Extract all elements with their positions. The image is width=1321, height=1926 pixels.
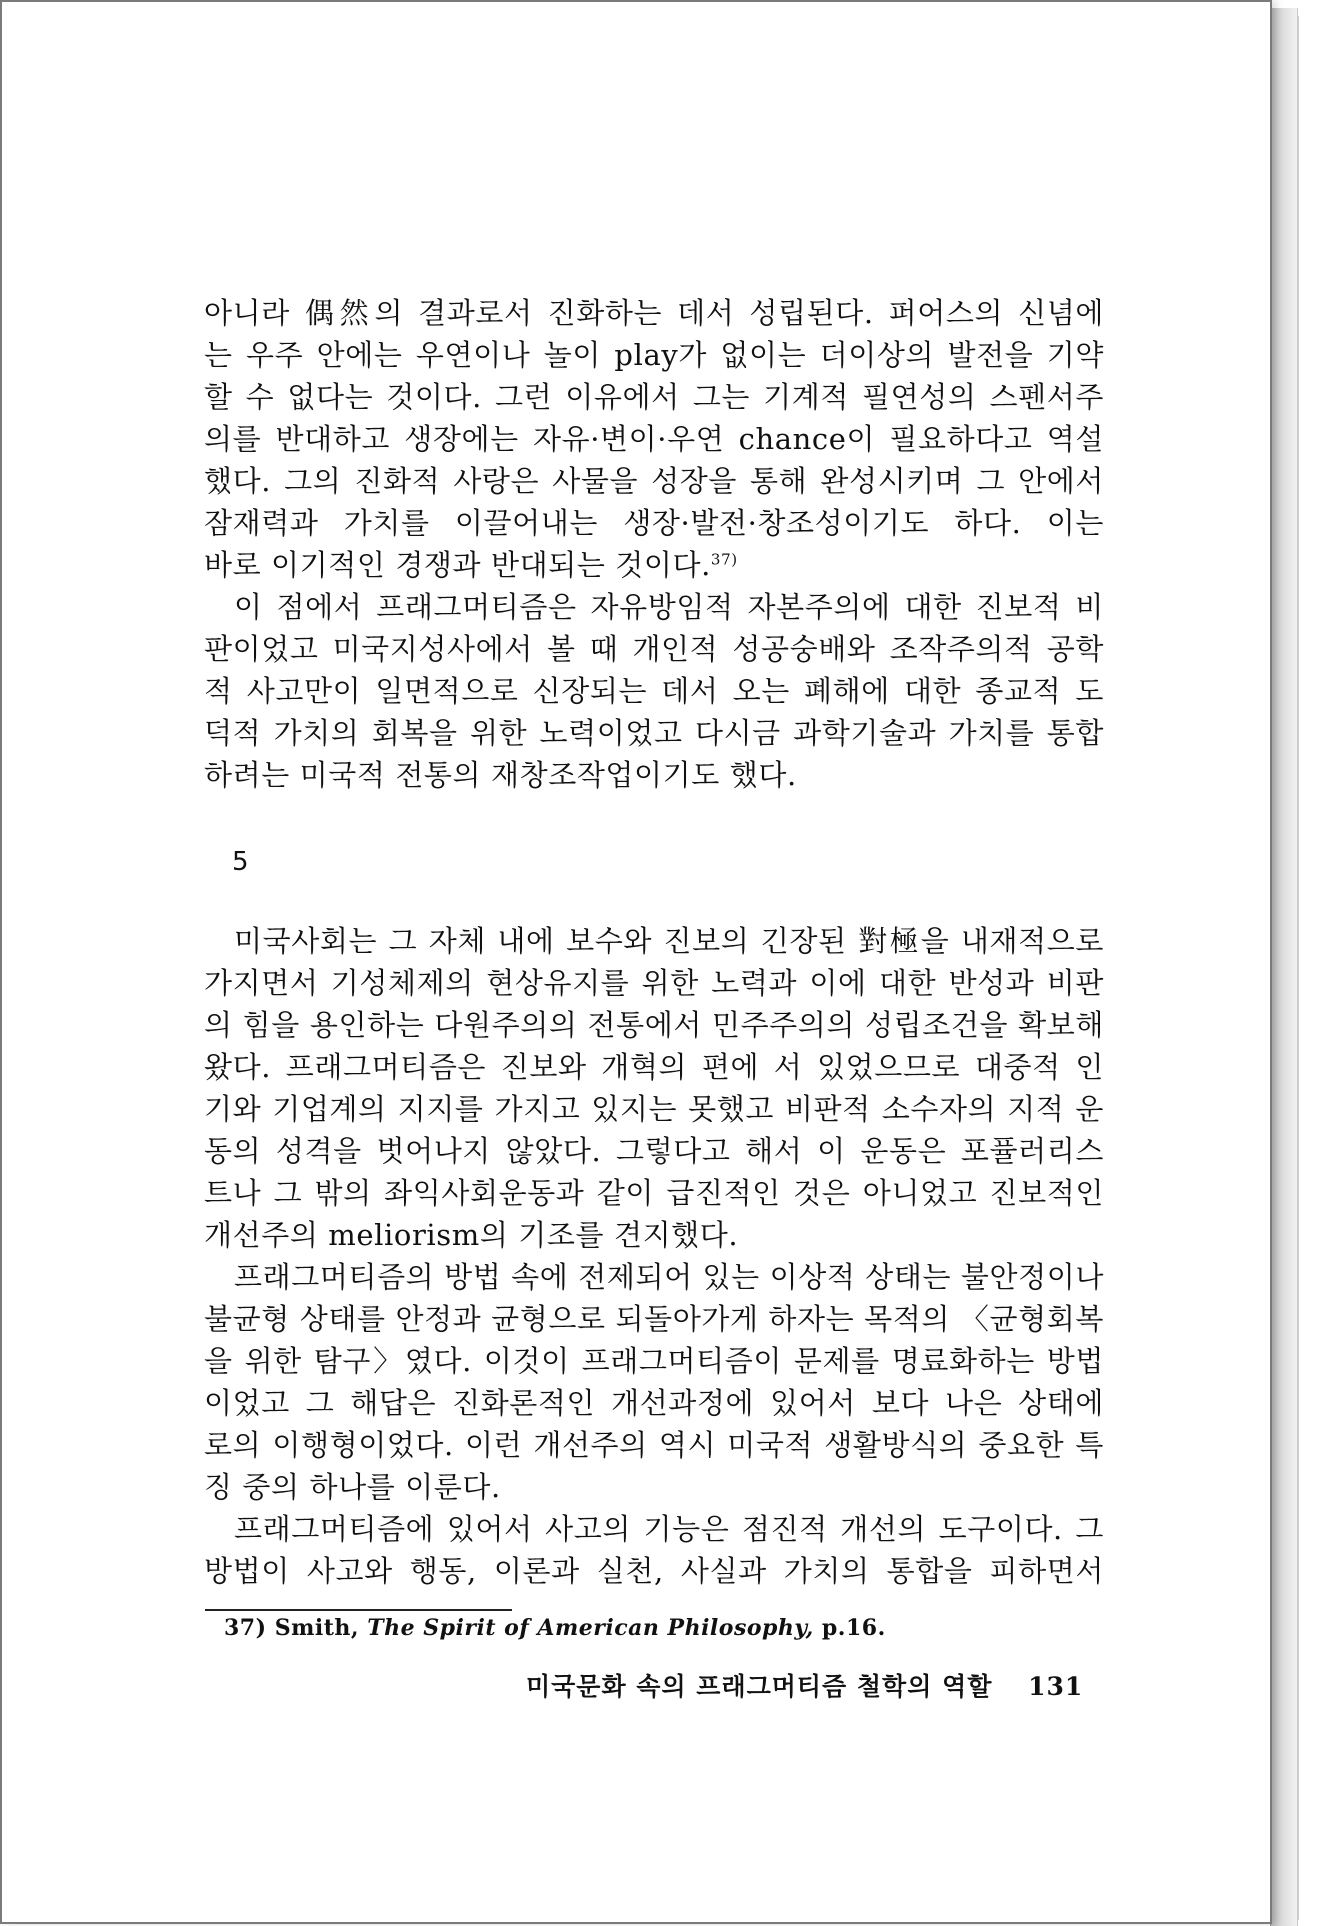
paragraph-1-line-5: 했다. 그의 진화적 사랑은 사물을 성장을 통해 완성시키며 그 안에서 <box>204 464 1104 498</box>
paragraph-1-line-2: 는 우주 안에는 우연이나 놀이 play가 없이는 더이상의 발전을 기약 <box>204 338 1104 372</box>
paragraph-5-line-2: 방법이 사고와 행동, 이론과 실천, 사실과 가치의 통합을 피하면서 <box>204 1554 1104 1588</box>
paragraph-3-line-4: 왔다. 프래그머티즘은 진보와 개혁의 편에 서 있었으므로 대중적 인 <box>204 1050 1104 1084</box>
paragraph-3-line-7: 트나 그 밖의 좌익사회운동과 같이 급진적인 것은 아니었고 진보적인 <box>204 1176 1104 1210</box>
footnote-author: Smith, <box>274 1615 360 1641</box>
page-number: 131 <box>1028 1672 1084 1701</box>
paragraph-1-line-3: 할 수 없다는 것이다. 그런 이유에서 그는 기계적 필연성의 스펜서주 <box>204 380 1104 414</box>
paragraph-3-line-2: 가지면서 기성체제의 현상유지를 위한 노력과 이에 대한 반성과 비판 <box>204 966 1104 1000</box>
paragraph-4-line-4: 이었고 그 해답은 진화론적인 개선과정에 있어서 보다 나은 상태에 <box>204 1386 1104 1420</box>
running-footer <box>526 1667 1083 1703</box>
paragraph-4-line-3: 을 위한 탐구〉였다. 이것이 프래그머티즘이 문제를 명료화하는 방법 <box>204 1344 1104 1378</box>
paragraph-1-line-7-text: 바로 이기적인 경쟁과 반대되는 것이다. <box>204 548 711 582</box>
footnote-reference[interactable]: 37) <box>710 550 738 569</box>
paragraph-2-line-3: 적 사고만이 일면적으로 신장되는 데서 오는 폐해에 대한 종교적 도 <box>204 674 1104 708</box>
paragraph-5 <box>204 1508 1104 1592</box>
paragraph-4-line-6: 징 중의 하나를 이룬다. <box>204 1470 501 1504</box>
paragraph-1 <box>204 292 1104 586</box>
paragraph-2-line-2: 판이었고 미국지성사에서 볼 때 개인적 성공숭배와 조작주의적 공학 <box>204 632 1104 666</box>
paragraph-4 <box>204 1256 1104 1508</box>
running-title: 미국문화 속의 프래그머티즘 철학의 역할 <box>526 1672 993 1701</box>
footnote-title: The Spirit of American Philosophy, <box>367 1615 814 1641</box>
paragraph-4-line-5: 로의 이행형이었다. 이런 개선주의 역시 미국적 생활방식의 중요한 특 <box>204 1428 1104 1462</box>
paragraph-3 <box>204 920 1104 1256</box>
paragraph-1-line-1: 아니라 偶然의 결과로서 진화하는 데서 성립된다. 퍼어스의 신념에 <box>204 296 1104 330</box>
footnote <box>224 1615 886 1641</box>
paragraph-1-line-6: 잠재력과 가치를 이끌어내는 생장·발전·창조성이기도 하다. 이는 <box>204 506 1104 540</box>
footnote-mark: 37) <box>224 1615 267 1641</box>
paragraph-1-line-7 <box>204 544 1104 586</box>
paragraph-3-line-8: 개선주의 meliorism의 기조를 견지했다. <box>204 1218 739 1252</box>
section-number: 5 <box>232 847 249 877</box>
paragraph-4-line-1: 프래그머티즘의 방법 속에 전제되어 있는 이상적 상태는 불안정이나 <box>234 1260 1104 1294</box>
paragraph-2-line-4: 덕적 가치의 회복을 위한 노력이었고 다시금 과학기술과 가치를 통합 <box>204 716 1104 750</box>
footnote-page: p.16. <box>821 1615 886 1641</box>
paragraph-3-line-1: 미국사회는 그 자체 내에 보수와 진보의 긴장된 對極을 내재적으로 <box>234 924 1104 958</box>
paragraph-4-line-2: 불균형 상태를 안정과 균형으로 되돌아가게 하자는 목적의 〈균형회복 <box>204 1302 1104 1336</box>
paragraph-5-line-1: 프래그머티즘에 있어서 사고의 기능은 점진적 개선의 도구이다. 그 <box>234 1512 1104 1546</box>
paragraph-3-line-5: 기와 기업계의 지지를 가지고 있지는 못했고 비판적 소수자의 지적 운 <box>204 1092 1104 1126</box>
paragraph-2-line-5: 하려는 미국적 전통의 재창조작업이기도 했다. <box>204 758 797 792</box>
paragraph-3-line-3: 의 힘을 용인하는 다원주의의 전통에서 민주주의의 성립조건을 확보해 <box>204 1008 1104 1042</box>
paragraph-2-line-1: 이 점에서 프래그머티즘은 자유방임적 자본주의에 대한 진보적 비 <box>234 590 1104 624</box>
paragraph-2 <box>204 586 1104 796</box>
page-edge <box>1270 8 1298 1926</box>
paragraph-3-line-6: 동의 성격을 벗어나지 않았다. 그렇다고 해서 이 운동은 포퓰러리스 <box>204 1134 1104 1168</box>
paragraph-1-line-4: 의를 반대하고 생장에는 자유·변이·우연 chance이 필요하다고 역설 <box>204 422 1104 456</box>
footnote-rule <box>205 1609 512 1611</box>
